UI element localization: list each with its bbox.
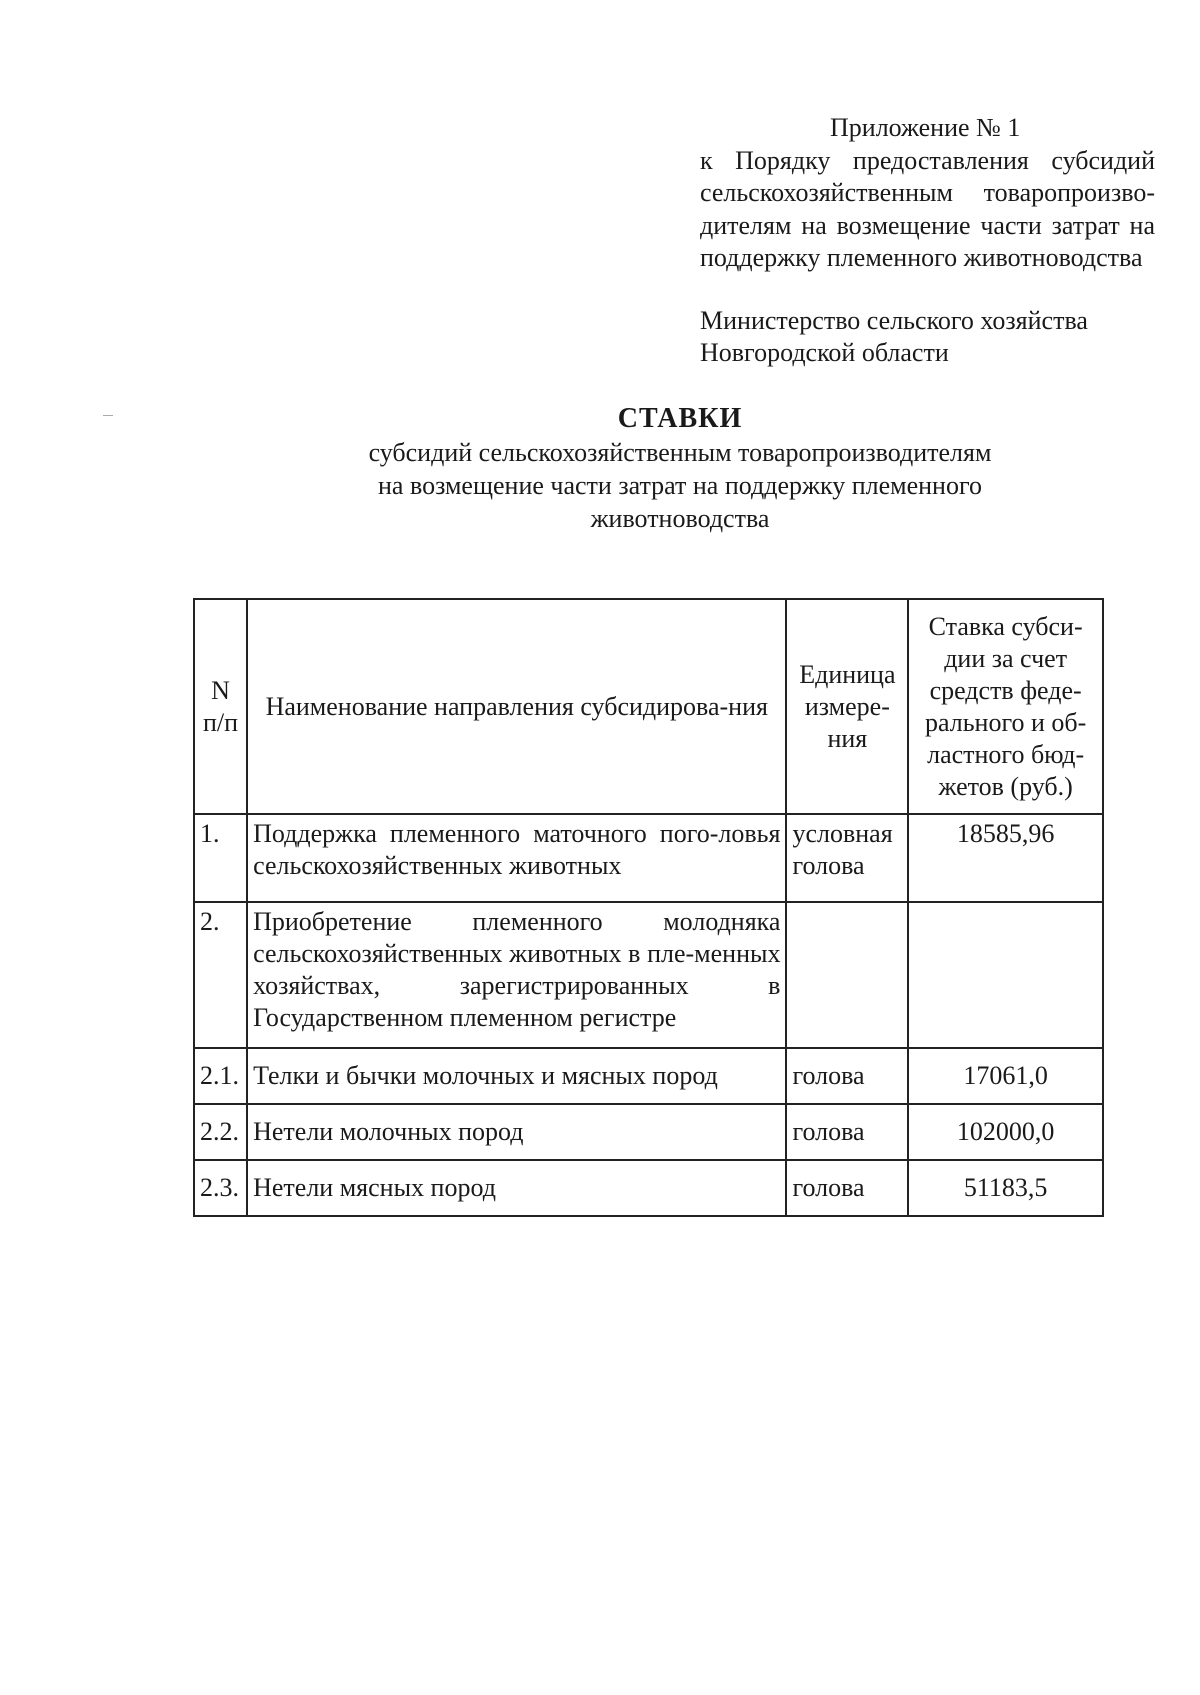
- ministry-line: Министерство сельского хозяйства: [700, 305, 1088, 335]
- table-row: [194, 1160, 1103, 1216]
- header-rate: Ставка субси-дии за счет средств феде-рального и об-ластного бюд-жетов (руб.): [908, 599, 1103, 814]
- table-row: [194, 1048, 1103, 1104]
- document-subtitle-line: животноводства: [590, 504, 770, 533]
- header-unit: Единица измере-ния: [786, 599, 908, 814]
- cell-name: Нетели мясных пород: [247, 1160, 786, 1216]
- appendix-title: Приложение № 1: [830, 113, 1021, 142]
- cell-unit: условная голова: [786, 814, 908, 902]
- cell-rate: 18585,96: [908, 814, 1103, 902]
- table-row: [194, 902, 1103, 1048]
- appendix-block: [700, 112, 1155, 370]
- ministry-block: [700, 305, 1155, 370]
- cell-name: Телки и бычки молочных и мясных пород: [247, 1048, 786, 1104]
- table-row: [194, 814, 1103, 902]
- cell-rate: 51183,5: [908, 1160, 1103, 1216]
- appendix-line: сельскохозяйственным товаропроизво-: [700, 178, 1155, 207]
- cell-rate: [908, 902, 1103, 1048]
- header-name: Наименование направления субсидирова-ния: [247, 599, 786, 814]
- rates-table: [193, 598, 1104, 1217]
- ministry-line: Новгородской области: [700, 338, 949, 367]
- document-heading: [180, 402, 1180, 535]
- cell-unit: голова: [786, 1160, 908, 1216]
- cell-name: Приобретение племенного молодняка сельскохозяйственных животных в пле-менных хозяйствах, зарегистрированных в Государственном племенном регистре: [247, 902, 786, 1048]
- appendix-line: поддержку племенного животноводства: [700, 243, 1143, 272]
- table-row: [194, 1104, 1103, 1160]
- document-subtitle-line: на возмещение части затрат на поддержку племенного: [378, 471, 982, 500]
- cell-num: 2.3.: [194, 1160, 247, 1216]
- cell-unit: голова: [786, 1104, 908, 1160]
- appendix-line: дителям на возмещение части затрат на: [700, 210, 1155, 240]
- cell-rate: 102000,0: [908, 1104, 1103, 1160]
- cell-rate: 17061,0: [908, 1048, 1103, 1104]
- document-subtitle-line: субсидий сельскохозяйственным товаропроизводителям: [368, 438, 992, 467]
- cell-num: 2.2.: [194, 1104, 247, 1160]
- document-title: СТАВКИ: [617, 403, 743, 434]
- cell-name: Поддержка племенного маточного пого-ловья сельскохозяйственных животных: [247, 814, 786, 902]
- scan-mark: [103, 415, 113, 416]
- cell-num: 1.: [194, 814, 247, 902]
- header-num: N п/п: [194, 599, 247, 814]
- table-header-row: [194, 599, 1103, 814]
- cell-num: 2.1.: [194, 1048, 247, 1104]
- cell-unit: [786, 902, 908, 1048]
- cell-num: 2.: [194, 902, 247, 1048]
- appendix-line: к Порядку предоставления субсидий: [700, 145, 1155, 175]
- cell-name: Нетели молочных пород: [247, 1104, 786, 1160]
- cell-unit: голова: [786, 1048, 908, 1104]
